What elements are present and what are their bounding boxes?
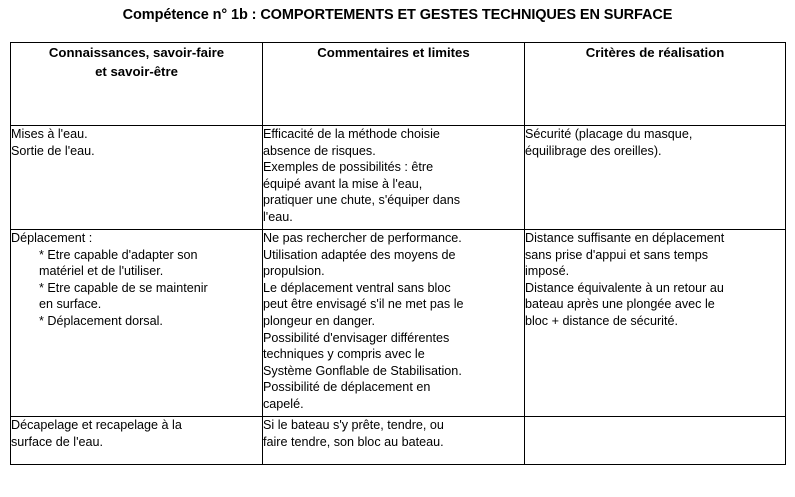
text-line: Distance équivalente à un retour au bbox=[525, 280, 724, 295]
text-line: propulsion. bbox=[263, 264, 325, 279]
table-row bbox=[11, 126, 786, 230]
text-line: bloc + distance de sécurité. bbox=[525, 313, 678, 328]
text-line: Décapelage et recapelage à la bbox=[11, 418, 182, 432]
text-line: Si le bateau s'y prête, tendre, ou bbox=[263, 418, 444, 432]
text-line: Sortie de l'eau. bbox=[11, 143, 95, 158]
text-line: équilibrage des oreilles). bbox=[525, 143, 662, 158]
page-title: Compétence n° 1b : COMPORTEMENTS ET GESTES TECHNIQUES EN SURFACE bbox=[122, 7, 673, 23]
bullet-continuation-line: en surface. bbox=[39, 297, 102, 312]
text-line: Utilisation adaptée des moyens de bbox=[263, 247, 456, 262]
cell-knowledge-row-2 bbox=[11, 230, 263, 417]
text-line: faire tendre, son bloc au bateau. bbox=[263, 434, 444, 449]
text-line: Le déplacement ventral sans bloc bbox=[263, 280, 451, 295]
cell-knowledge-row-1 bbox=[11, 126, 263, 230]
column-header-comments bbox=[263, 43, 525, 126]
column-header-knowledge bbox=[11, 43, 263, 126]
text-line: Distance suffisante en déplacement bbox=[525, 231, 725, 245]
column-header-comments-line-1: Commentaires et limites bbox=[317, 45, 470, 60]
text-line: Mises à l'eau. bbox=[11, 127, 88, 141]
cell-criteria-row-3 bbox=[525, 417, 786, 465]
cell-comments-row-1 bbox=[263, 126, 525, 230]
text-line: imposé. bbox=[525, 264, 570, 279]
bullet-line: * Déplacement dorsal. bbox=[39, 313, 163, 328]
column-header-criteria bbox=[525, 43, 786, 126]
text-line: Possibilité d'envisager différentes bbox=[263, 330, 450, 345]
table-row bbox=[11, 417, 786, 465]
text-line: surface de l'eau. bbox=[11, 434, 104, 449]
text-line: plongeur en danger. bbox=[263, 313, 376, 328]
bullet-line: * Etre capable d'adapter son bbox=[39, 247, 198, 262]
text-line: techniques y compris avec le bbox=[263, 347, 425, 362]
text-line: Déplacement : bbox=[11, 231, 93, 245]
text-line: bateau après une plongée avec le bbox=[525, 297, 715, 312]
column-header-criteria-line-1: Critères de réalisation bbox=[585, 45, 725, 60]
text-line: Système Gonflable de Stabilisation. bbox=[263, 363, 462, 378]
cell-knowledge-row-3 bbox=[11, 417, 263, 465]
cell-comments-row-2 bbox=[263, 230, 525, 417]
bullet-continuation-line: matériel et de l'utiliser. bbox=[39, 264, 164, 279]
text-line: sans prise d'appui et sans temps bbox=[525, 247, 709, 262]
text-line: absence de risques. bbox=[263, 143, 376, 158]
text-line: capelé. bbox=[263, 396, 304, 411]
bullet-line: * Etre capable de se maintenir bbox=[39, 280, 208, 295]
table-row bbox=[11, 230, 786, 417]
text-line: Ne pas rechercher de performance. bbox=[263, 231, 462, 245]
competence-table bbox=[10, 42, 786, 465]
text-line: Sécurité (placage du masque, bbox=[525, 127, 693, 141]
column-header-knowledge-line-2: et savoir-être bbox=[95, 64, 178, 79]
column-header-knowledge-line-1: Connaissances, savoir-faire bbox=[48, 45, 225, 60]
text-line: pratiquer une chute, s'équiper dans bbox=[263, 193, 461, 208]
table-header-row bbox=[11, 43, 786, 126]
text-line: Possibilité de déplacement en bbox=[263, 380, 431, 395]
text-line: peut être envisagé s'il ne met pas le bbox=[263, 297, 464, 312]
text-line: Exemples de possibilités : être bbox=[263, 160, 434, 175]
text-line: équipé avant la mise à l'eau, bbox=[263, 176, 423, 191]
cell-criteria-row-2 bbox=[525, 230, 786, 417]
text-line: Efficacité de la méthode choisie bbox=[263, 127, 440, 141]
text-line: l'eau. bbox=[263, 209, 293, 224]
cell-comments-row-3 bbox=[263, 417, 525, 465]
cell-criteria-row-1 bbox=[525, 126, 786, 230]
